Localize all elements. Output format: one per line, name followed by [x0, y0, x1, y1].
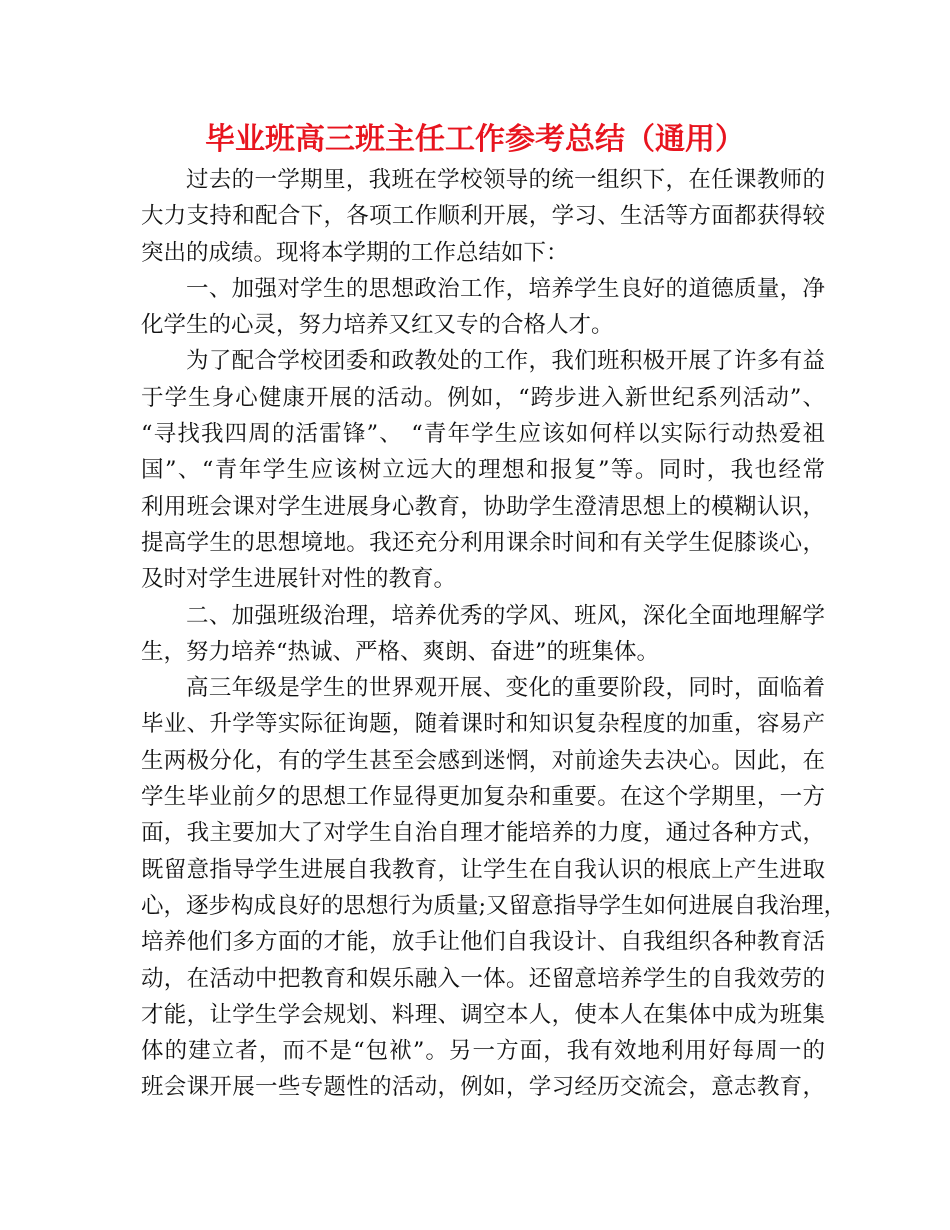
paragraph-line: 利用班会课对学生进展身心教育，协助学生澄清思想上的模糊认识，: [141, 493, 825, 520]
paragraph-line: 过去的一学期里，我班在学校领导的统一组织下，在任课教师的: [186, 167, 825, 193]
paragraph-line: 面，我主要加大了对学生自治自理才能培养的力度，通过各种方式，: [141, 820, 825, 847]
paragraph-line: 生两极分化，有的学生甚至会感到迷惘，对前途失去决心。因此，在: [141, 747, 825, 774]
document-body: [141, 162, 847, 1106]
paragraph-line: 提高学生的思想境地。我还充分利用课余时间和有关学生促膝谈心，: [141, 529, 825, 556]
paragraph-line: 二、加强班级治理，培养优秀的学风、班风，深化全面地理解学: [186, 602, 825, 629]
paragraph-line: 生，努力培养“热诚、严格、爽朗、奋进”的班集体。: [141, 638, 660, 665]
paragraph-line: 一、加强对学生的思想政治工作，培养学生良好的道德质量，净: [186, 275, 825, 302]
paragraph-line: 及时对学生进展针对性的教育。: [141, 566, 457, 593]
paragraph-line: 突出的成绩。现将本学期的工作总结如下：: [141, 239, 569, 266]
paragraph-line: 动，在活动中把教育和娱乐融入一体。还留意培养学生的自我效劳的: [141, 965, 825, 992]
document-title: 毕业班高三班主任工作参考总结（通用）: [205, 122, 745, 157]
paragraph-line: 于学生身心健康开展的活动。例如，“跨步进入新世纪系列活动”、: [141, 384, 825, 411]
paragraph-line: 高三年级是学生的世界观开展、变化的重要阶段，同时，面临着: [186, 675, 825, 702]
paragraph-line: 国”、“青年学生应该树立远大的理想和报复”等。同时，我也经常: [141, 457, 825, 484]
paragraph-line: 为了配合学校团委和政教处的工作，我们班积极开展了许多有益: [186, 348, 825, 375]
paragraph-line: 大力支持和配合下，各项工作顺利开展，学习、生活等方面都获得较: [141, 203, 825, 230]
paragraph-line: 才能，让学生学会规划、料理、调空本人，使本人在集体中成为班集: [141, 1001, 825, 1028]
paragraph-line: 培养他们多方面的才能，放手让他们自我设计、自我组织各种教育活: [141, 929, 825, 956]
paragraph-line: 学生毕业前夕的思想工作显得更加复杂和重要。在这个学期里，一方: [141, 784, 825, 811]
paragraph-line: 心，逐步构成良好的思想行为质量;又留意指导学生如何进展自我治理，: [141, 892, 847, 919]
paragraph-line: “寻找我四周的活雷锋”、 “青年学生应该如何样以实际行动热爱祖: [141, 421, 825, 448]
paragraph-line: 班会课开展一些专题性的活动，例如，学习经历交流会，意志教育，: [141, 1074, 825, 1101]
paragraph-line: 化学生的心灵，努力培养又红又专的合格人才。: [141, 312, 614, 339]
paragraph-line: 体的建立者，而不是“包袱”。另一方面，我有效地利用好每周一的: [141, 1038, 825, 1065]
paragraph-line: 既留意指导学生进展自我教育，让学生在自我认识的根底上产生进取: [141, 856, 825, 883]
paragraph-line: 毕业、升学等实际征询题，随着课时和知识复杂程度的加重，容易产: [141, 711, 825, 738]
